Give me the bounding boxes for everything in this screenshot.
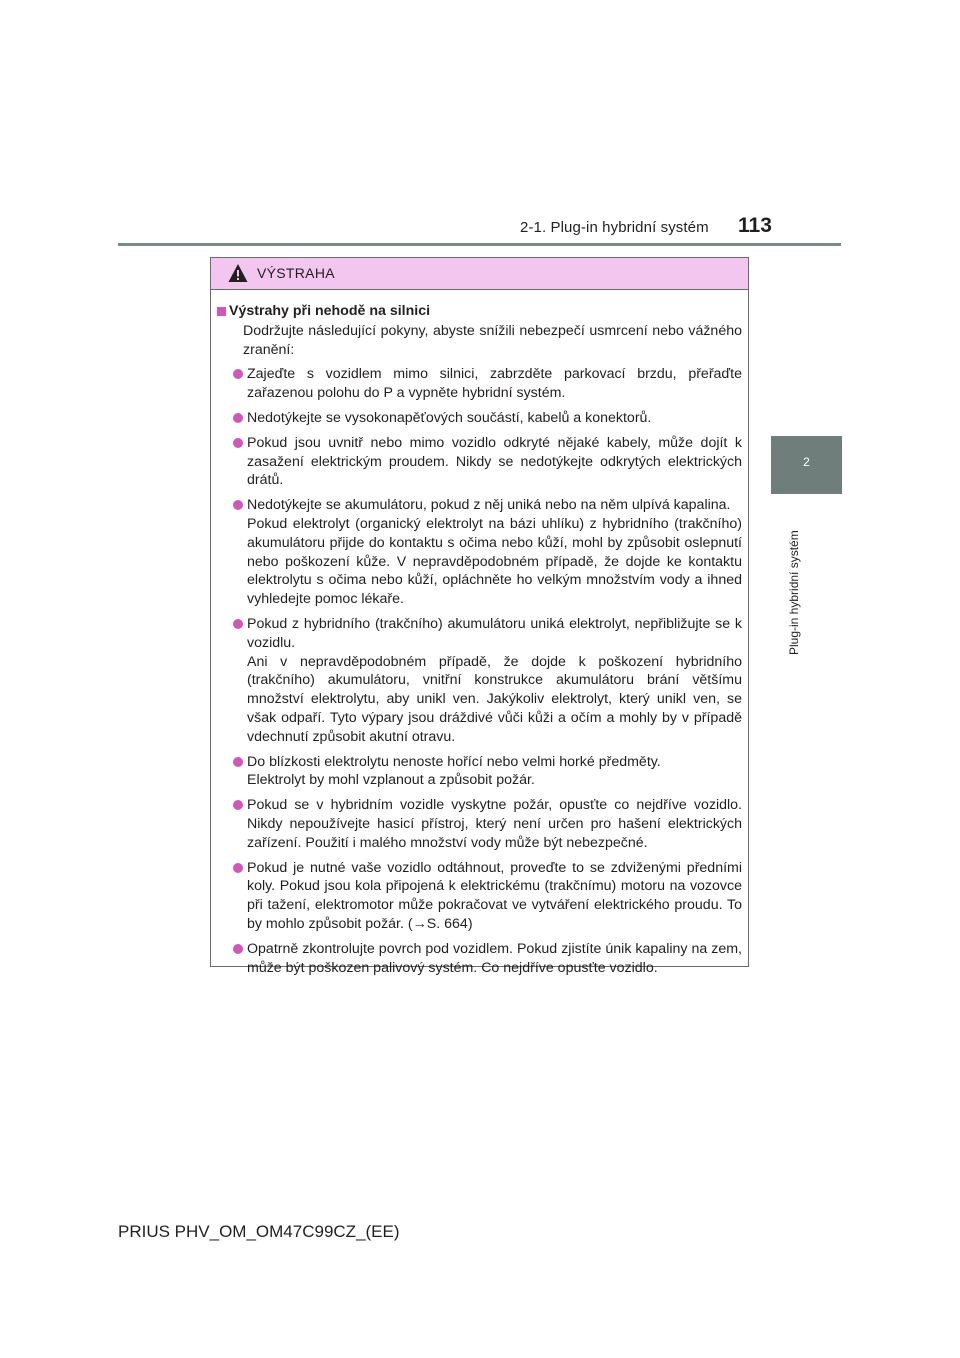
list-item-note: Ani v nepravděpodobném případě, že dojde k poškození hybridního (trakčního) akumulátoru, vnitřní konstrukce akumulátoru brání většímu množství elektrolytu, aby unikl ven. Jakýkoliv elektrolyt, který unikl ven, se však odpaří. Tyto výpary jsou dráždivé vůči kůži a očím a mohly by v případě vdechnutí způsobit akutní otravu.	[247, 653, 742, 745]
list-item	[217, 796, 742, 852]
bullet-icon	[233, 500, 243, 510]
list-item-text: Pokud se v hybridním vozidle vyskytne požár, opusťte co nejdříve vozidlo. Nikdy nepoužívejte hasicí přístroj, který není určen pro hašení elektrických zařízení. Použití i malého množství vody může být nebezpečné.	[247, 797, 742, 851]
list-item	[217, 365, 742, 403]
bullet-icon	[233, 757, 243, 767]
list-item-text: Pokud jsou uvnitř nebo mimo vozidlo odkryté nějaké kabely, může dojít k zasažení elektrickým proudem. Nikdy se nedotýkejte odkrytých elektrických drátů.	[247, 434, 742, 489]
list-item	[217, 753, 742, 791]
list-item	[217, 496, 742, 609]
list-item-text: Pokud z hybridního (trakčního) akumulátoru uniká elektrolyt, nepřibližujte se k vozidlu.	[247, 615, 742, 651]
warning-body	[211, 290, 748, 977]
list-item	[217, 859, 742, 934]
bullet-icon	[233, 619, 243, 629]
intro-text: Dodržujte následující pokyny, abyste snížili nebezpečí usmrcení nebo vážného zranění:	[243, 322, 742, 358]
warning-box	[210, 257, 749, 976]
warning-triangle-icon	[228, 263, 248, 283]
chapter-label	[784, 505, 804, 655]
list-item-note: Pokud elektrolyt (organický elektrolyt na bázi uhlíku) z hybridního (trakčního) akumulátoru přijde do kontaktu s očima nebo kůží, mohl by způsobit oslepnutí nebo poškození kůže. V nepravděpodobném případě, že dojde ke kontaktu elektrolytu s očima nebo kůží, opláchněte ho velkým množstvím vody a ihned vyhledejte pomoc lékaře.	[247, 515, 742, 608]
bullet-icon	[233, 413, 243, 423]
bullet-icon	[233, 438, 243, 448]
list-item	[217, 615, 742, 747]
list-item-text: Zajeďte s vozidlem mimo silnici, zabrzděte parkovací brzdu, přeřaďte zařazenou polohu do P a vypněte hybridní systém.	[247, 366, 742, 402]
warning-header	[211, 258, 748, 290]
list-item-text: Nedotýkejte se vysokonapěťových součástí, kabelů a konektorů.	[247, 409, 652, 426]
bullet-icon	[233, 863, 243, 873]
section-heading	[217, 302, 742, 321]
bullet-icon	[233, 369, 243, 379]
bullet-icon	[233, 800, 243, 810]
chapter-tab[interactable]: 2	[771, 436, 842, 494]
list-item-text: Do blízkosti elektrolytu nenoste hořící nebo velmi horké předměty.	[247, 753, 661, 770]
list-item	[217, 409, 742, 428]
list-item	[217, 434, 742, 490]
bullet-icon	[233, 944, 243, 954]
header-divider	[118, 243, 841, 246]
list-item-text: Nedotýkejte se akumulátoru, pokud z něj uniká nebo na něm ulpívá kapalina.	[247, 497, 731, 514]
square-bullet-icon	[217, 307, 226, 316]
page-number: 113	[738, 214, 772, 237]
chapter-label-text: Plug-in hybridní systém	[787, 530, 801, 655]
list-item	[217, 940, 742, 978]
list-item-text: Pokud je nutné vaše vozidlo odtáhnout, proveďte to se zdviženými předními koly. Pokud jsou kola připojená k elektrickému (trakčnímu) motoru na vozovce při tažení, elektromotor může pokračovat ve vytváření elektrického proudu. To by mohlo způsobit požár. (→S. 664)	[247, 859, 742, 932]
manual-code: PRIUS PHV_OM_OM47C99CZ_(EE)	[118, 1222, 400, 1241]
list-item-note: Elektrolyt by mohl vzplanout a způsobit požár.	[247, 772, 535, 789]
section-title: 2-1. Plug-in hybridní systém	[520, 219, 709, 236]
warning-title: VÝSTRAHA	[257, 265, 335, 281]
section-heading-text: Výstrahy při nehodě na silnici	[229, 303, 431, 319]
list-item-text: Opatrně zkontrolujte povrch pod vozidlem. Pokud zjistíte únik kapaliny na zem, může být poškozen palivový systém. Co nejdříve opusťte vozidlo.	[247, 940, 742, 976]
